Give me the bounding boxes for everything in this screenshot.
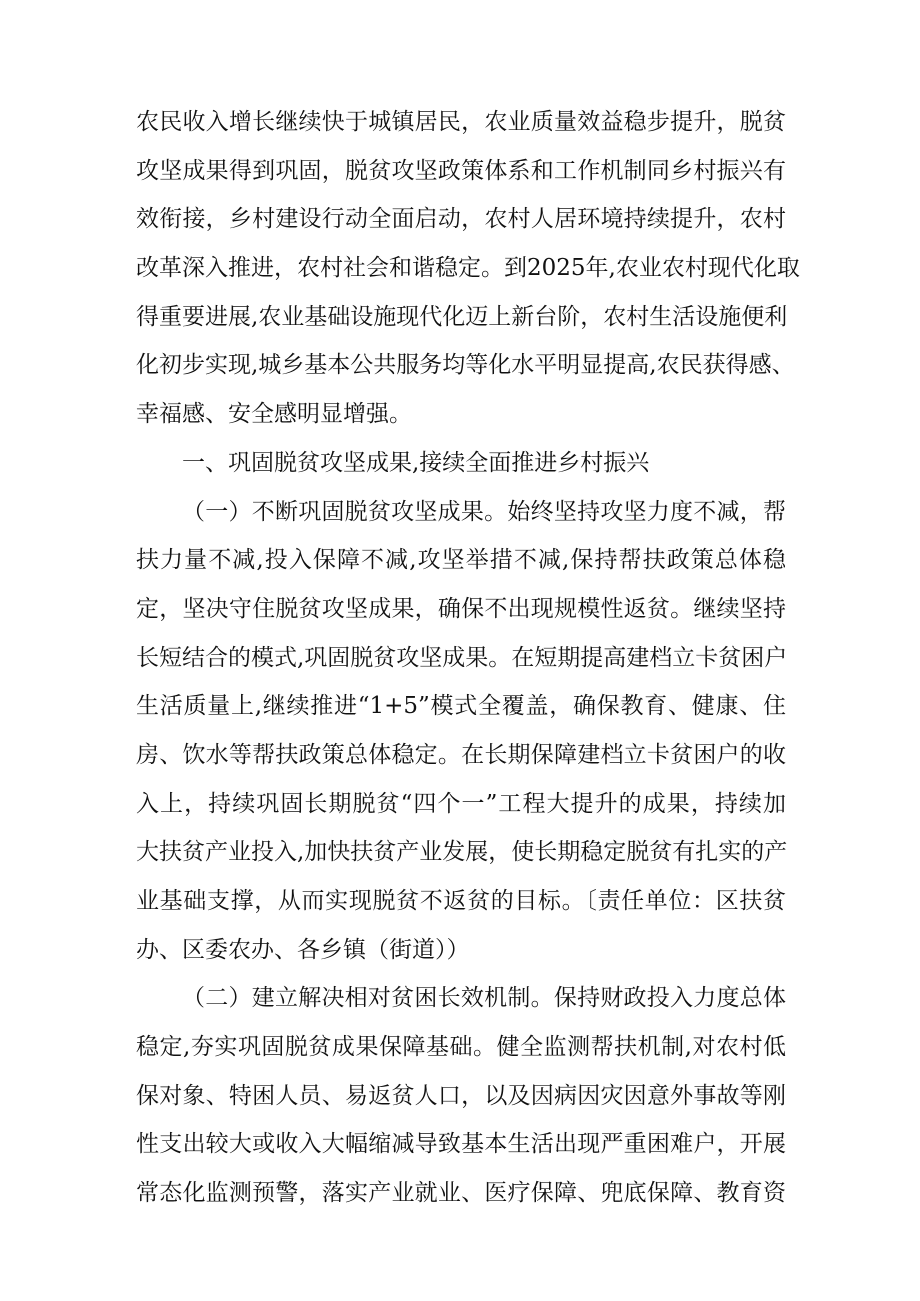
text-line: 大扶贫产业投入,加快扶贫产业发展，使长期稳定脱贫有扎实的产 xyxy=(136,839,788,866)
text-line: 攻坚成果得到巩固，脱贫攻坚政策体系和工作机制同乡村振兴有 xyxy=(136,157,786,184)
text-line: 常态化监测预警，落实产业就业、医疗保障、兜底保障、教育资 xyxy=(136,1180,786,1207)
text-line: 幸福感、安全感明显增强。 xyxy=(136,401,412,428)
text-line: （一）不断巩固脱贫攻坚成果。始终坚持攻坚力度不减，帮 xyxy=(182,498,786,525)
text-line: （二）建立解决相对贫困长效机制。保持财政投入力度总体 xyxy=(182,985,786,1012)
text-line: 得重要进展,农业基础设施现代化迈上新台阶，农村生活设施便利 xyxy=(136,303,788,330)
text-line: 办、区委农办、各乡镇（街道）） xyxy=(136,936,470,963)
text-line: 业基础支撑，从而实现脱贫不返贫的目标。〔责任单位：区扶贫 xyxy=(136,888,786,914)
text-line: 扶力量不减,投入保障不减,攻坚举措不减,保持帮扶政策总体稳 xyxy=(136,547,786,574)
text-line: 房、饮水等帮扶政策总体稳定。在长期保障建档立卡贫困户的收 xyxy=(136,741,786,768)
text-line: 入上，持续巩固长期脱贫“四个一”工程大提升的成果，持续加 xyxy=(136,790,786,817)
text-line: 效衔接，乡村建设行动全面启动，农村人居环境持续提升，农村 xyxy=(136,206,786,233)
text-line: 生活质量上,继续推进“1+5”模式全覆盖，确保教育、健康、住 xyxy=(136,693,786,720)
section-heading: 一、巩固脱贫攻坚成果,接续全面推进乡村振兴 xyxy=(182,449,650,476)
text-line: 改革深入推进，农村社会和谐稳定。到2025年,农业农村现代化取 xyxy=(136,255,800,282)
text-line: 长短结合的模式,巩固脱贫攻坚成果。在短期提高建档立卡贫困户 xyxy=(136,644,788,671)
text-line: 化初步实现,城乡基本公共服务均等化水平明显提高,农民获得感、 xyxy=(136,352,795,379)
text-line: 性支出较大或收入大幅缩减导致基本生活出现严重困难户，开展 xyxy=(136,1131,786,1158)
text-line: 保对象、特困人员、易返贫人口，以及因病因灾因意外事故等刚 xyxy=(136,1082,786,1109)
text-line: 稳定,夯实巩固脱贫成果保障基础。健全监测帮扶机制,对农村低 xyxy=(136,1034,786,1061)
text-line: 定，坚决守住脱贫攻坚成果，确保不出现规模性返贫。继续坚持 xyxy=(136,595,786,622)
body-text xyxy=(136,98,800,1218)
text-line: 农民收入增长继续快于城镇居民，农业质量效益稳步提升，脱贫 xyxy=(136,109,786,135)
